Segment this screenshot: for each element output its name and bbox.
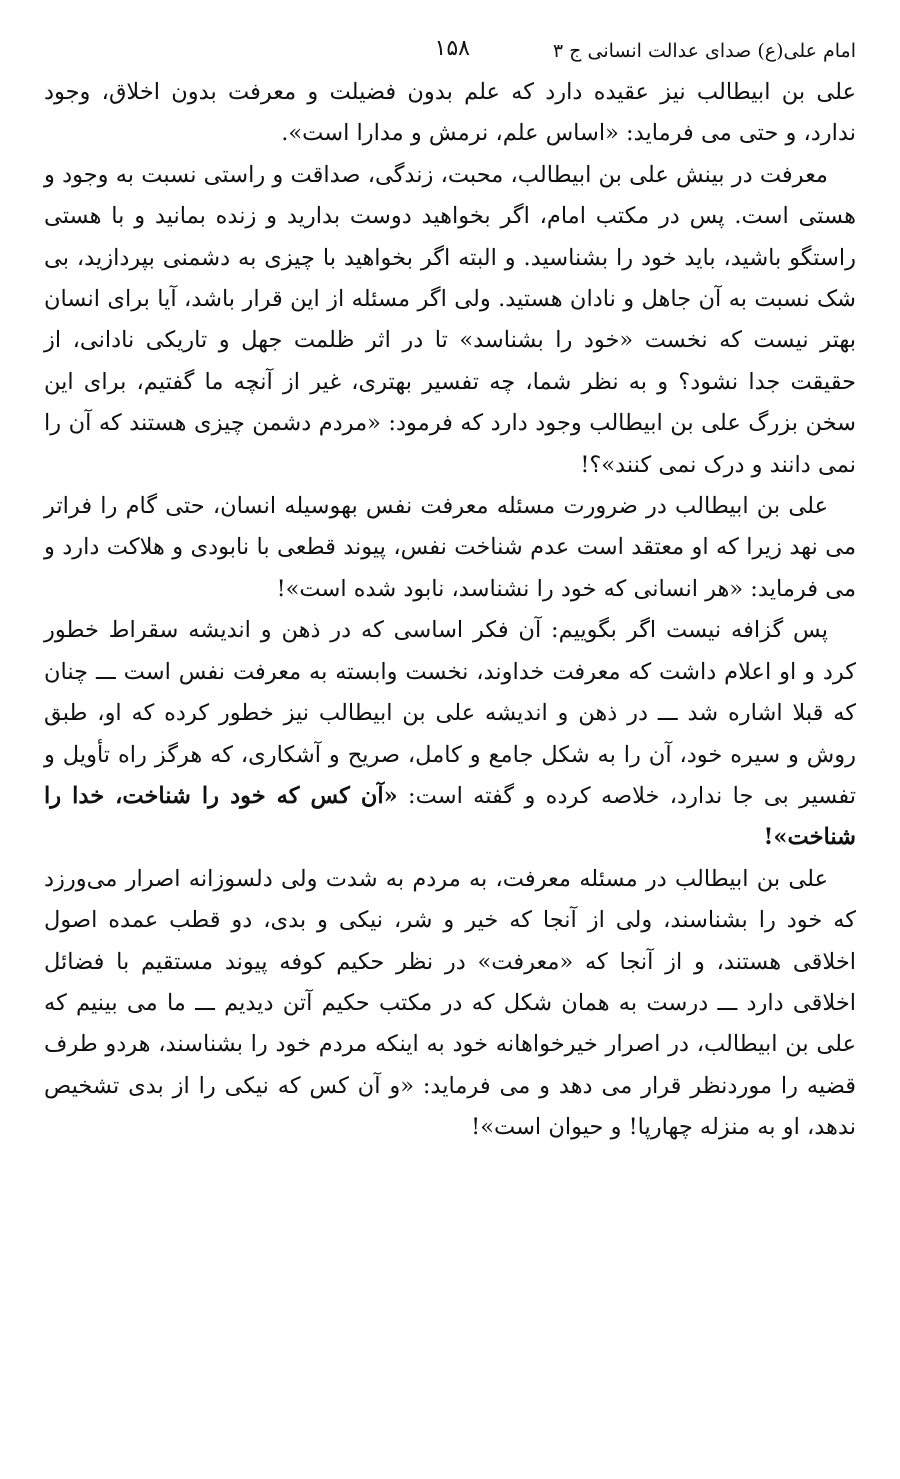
body-text bbox=[44, 72, 856, 1149]
paragraph-1: علی بن ابیطالب نیز عقیده دارد که علم بدون فضیلت و معرفت بدون اخلاق، وجود ندارد، و حتی می فرماید: «اساس علم، نرمش و مدارا است». bbox=[44, 79, 856, 147]
bold-quote: «آن کس که خود را شناخت، خدا را شناخت»! bbox=[44, 782, 856, 851]
page-number: ۱۵۸ bbox=[434, 36, 470, 61]
paragraph-2: معرفت در بینش علی بن ابیطالب، محبت، زندگی، صداقت و راستی نسبت به وجود و هستی است. پس در مکتب امام، اگر بخواهید دوست بدارید و زنده بمانید و با هستی راستگو باشید، باید خود را بشناسید. و البته اگر بخواهید با چیزی به دشمنی بپردازید، بی شک نسبت به آن جاهل و نادان هستید. ولی اگر مسئله از این قرار باشد، آیا برای انسان بهتر نیست که نخست «خود را بشناسد» تا در اثر ظلمت جهل و تاریکی نادانی، از حقیقت جدا نشود؟ و به نظر شما، چه تفسیر بهتری، غیر از آنچه ما گفتیم، برای این سخن بزرگ علی بن ابیطالب وجود دارد که فرمود: «مردم دشمن چیزی هستند که آن را نمی دانند و درک نمی کنند»؟! bbox=[44, 161, 856, 478]
page-header bbox=[44, 28, 856, 72]
running-title: امام علی(ع) صدای عدالت انسانی ج ۳ bbox=[552, 40, 856, 62]
paragraph-5: علی بن ابیطالب در مسئله معرفت، به مردم به شدت ولی دلسوزانه اصرار می‌ورزد که خود را بشناسند، ولی از آنجا که خیر و شر، نیکی و بدی، دو قطب عمده اصول اخلاقی هستند، و از آنجا که «معرفت» در نظر حکیم کوفه پیوند مستقیم با فضائل اخلاقی دارد ـــ درست به همان شکل که در مکتب حکیم آتن دیدیم ـــ ما می بینیم که علی بن ابیطالب، در اصرار خیرخواهانه خود به اینکه مردم خود را بشناسند، هردو طرف قضیه را موردنظر قرار می دهد و می فرماید: «و آن کس که نیکی را از بدی تشخیص ندهد، او به منزله چهارپا! و حیوان است»! bbox=[44, 865, 856, 1141]
paragraph-4-text: پس گزافه نیست اگر بگوییم: آن فکر اساسی که در ذهن و اندیشه سقراط خطور کرد و او اعلام داشت که معرفت خداوند، نخست وابسته به معرفت نفس است ـــ چنان که قبلا اشاره شد ـــ در ذهن و اندیشه علی بن ابیطالب نیز خطور کرده که او، طبق روش و سیره خود، آن را به شکل جامع و کامل، صریح و آشکاری، که هرگز راه تأویل و تفسیر بی جا ندارد، خلاصه کرده و گفته است: bbox=[44, 617, 856, 809]
paragraph-4 bbox=[44, 610, 856, 858]
document-page bbox=[44, 28, 856, 1149]
paragraph-3: علی بن ابیطالب در ضرورت مسئله معرفت نفس بهوسیله انسان، حتی گام را فراتر می نهد زیرا که او معتقد است عدم شناخت نفس، پیوند قطعی با نابودی و هلاکت دارد و می فرماید: «هر انسانی که خود را نشناسد، نابود شده است»! bbox=[44, 493, 856, 602]
